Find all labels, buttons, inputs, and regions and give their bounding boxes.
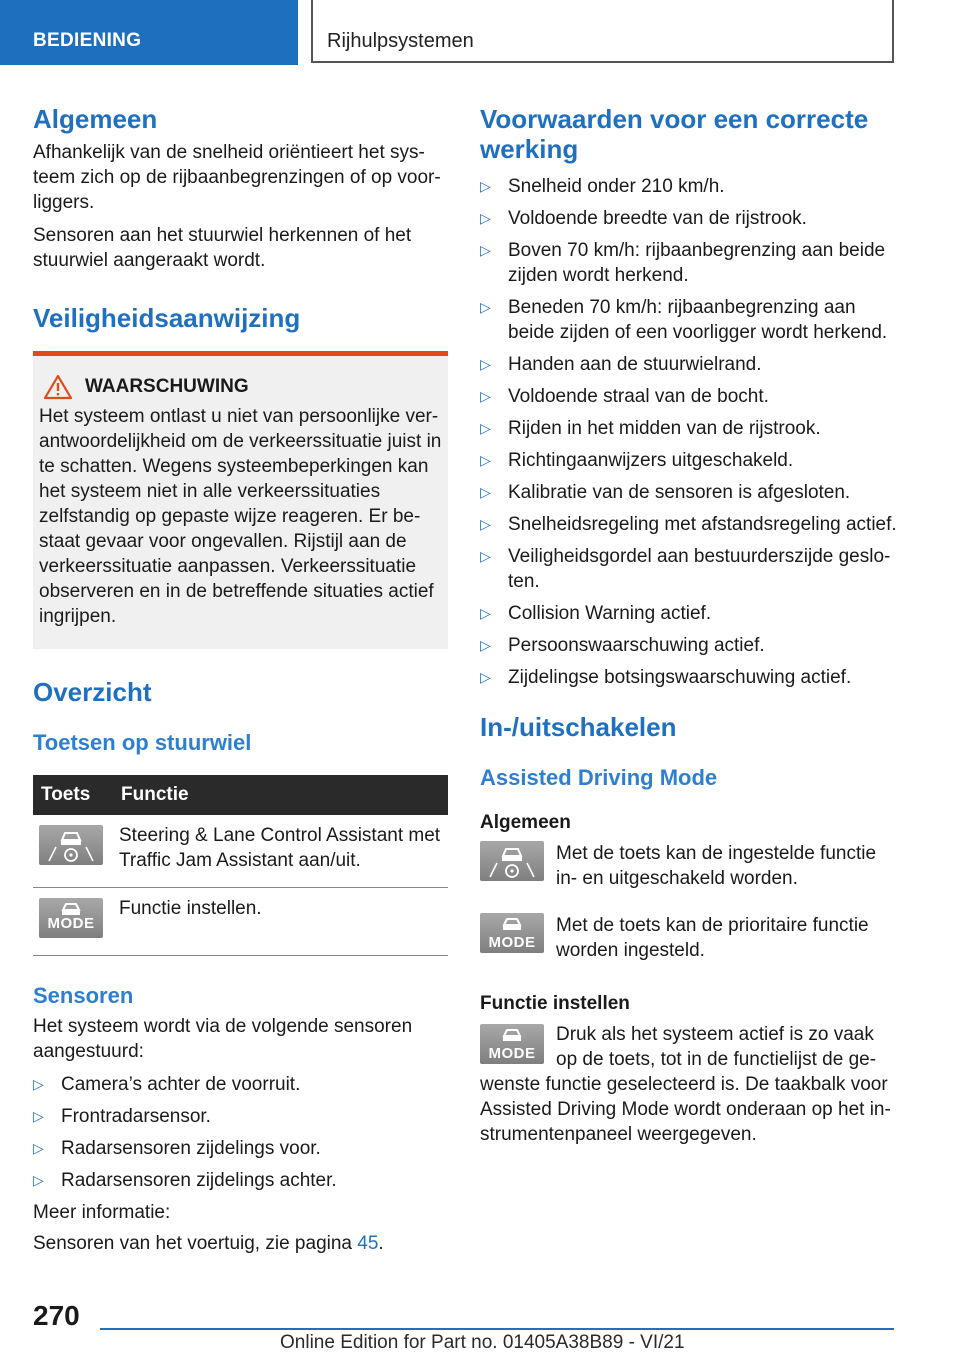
- section-tab: [0, 0, 298, 65]
- warning-text: Het systeem ontlast u niet van persoonlijke verantwoordelijkheid om de verkeerssituatie juist in te schatten. Wegens systeembeperkingen kan het systeem niet in alle verkeerssituaties zelfstandig op gepaste wijze reageren. Er bestaat gevaar voor ongevallen. Rijstijl aan de verkeerssituatie aanpassen. Verkeerssituatie observeren en in de betreffende situaties actief ingrijpen.: [39, 406, 442, 627]
- list-item: ▷ Radarsensoren zijdelings achter.: [33, 1170, 337, 1191]
- table-row: [33, 888, 448, 956]
- list-item: ▷ Rijden in het midden van de rijstrook.: [480, 418, 821, 439]
- list-item: ▷ Voldoende straal van de bocht.: [480, 386, 769, 407]
- list-item: ▷ Boven 70 km/h: rijbaanbegrenzing aan beide zijden wordt herkend.: [480, 240, 886, 286]
- heading-inuitschakelen: In-/uitschakelen: [480, 712, 677, 742]
- triangle-bullet-icon: ▷: [480, 548, 491, 564]
- algemeen-text-2: Met de toets kan de prioritaire functie worden ingesteld.: [556, 915, 869, 961]
- list-item: ▷ Snelheid onder 210 km/h.: [480, 176, 725, 197]
- algemeen-text-1: Met de toets kan de ingestelde functie in- en uitgeschakeld worden.: [556, 843, 877, 889]
- triangle-bullet-icon: ▷: [33, 1108, 44, 1124]
- paragraph-algemeen-2: Sensoren aan het stuurwiel herkennen of het stuurwiel aangeraakt wordt.: [33, 225, 412, 271]
- buttons-table: [33, 775, 448, 956]
- paragraph-algemeen-1: Afhankelijk van de snelheid oriëntieert het systeem zich op de rijbaanbegrenzingen of op voorliggers.: [33, 142, 441, 213]
- table-cell-functie: Functie instellen.: [113, 888, 448, 956]
- chapter-tab: [311, 0, 894, 63]
- table-header-functie: Functie: [113, 775, 448, 815]
- triangle-bullet-icon: ▷: [33, 1172, 44, 1188]
- algemeen-row-1: [480, 841, 898, 891]
- heading-overzicht: Overzicht: [33, 677, 152, 707]
- heading-algemeen: Algemeen: [33, 104, 158, 134]
- heading-assisted-driving-mode: Assisted Driving Mode: [480, 765, 718, 790]
- warning-title: WAARSCHUWING: [85, 376, 249, 397]
- paragraph-sensoren: Het systeem wordt via de volgende sensoren aangestuurd:: [33, 1016, 413, 1062]
- mode-button-icon: [480, 1024, 544, 1064]
- list-item: ▷ Beneden 70 km/h: rijbaanbegrenzing aan beide zijden of een voorligger wordt herkend.: [480, 297, 888, 343]
- mode-button-label: MODE: [488, 934, 536, 951]
- list-item: ▷ Collision Warning actief.: [480, 603, 712, 624]
- list-item: ▷ Snelheidsregeling met afstandsregeling actief.: [480, 514, 897, 535]
- triangle-bullet-icon: ▷: [480, 452, 491, 468]
- list-item: ▷ Handen aan de stuurwielrand.: [480, 354, 762, 375]
- page-number: 270: [33, 1300, 80, 1331]
- list-item: ▷ Radarsensoren zijdelings voor.: [33, 1138, 321, 1159]
- triangle-bullet-icon: ▷: [480, 299, 491, 315]
- triangle-bullet-icon: ▷: [480, 178, 491, 194]
- heading-voorwaarden: Voorwaarden voor een correcte werking: [480, 104, 869, 164]
- table-header-toets: Toets: [33, 775, 113, 815]
- list-item: ▷ Veiligheidsgordel aan bestuurderszijde gesloten.: [480, 546, 891, 592]
- sensor-list: [33, 1072, 448, 1193]
- list-item: ▷ Voldoende breedte van de rijstrook.: [480, 208, 807, 229]
- triangle-bullet-icon: ▷: [480, 242, 491, 258]
- list-item: ▷ Frontradarsensor.: [33, 1106, 211, 1127]
- left-column: [33, 100, 448, 1256]
- triangle-bullet-icon: ▷: [480, 210, 491, 226]
- triangle-bullet-icon: ▷: [480, 637, 491, 653]
- functie-block: [480, 1022, 898, 1147]
- list-item: ▷ Camera’s achter de voorruit.: [33, 1074, 301, 1095]
- page-reference-link[interactable]: 45: [357, 1233, 379, 1254]
- functie-text: Druk als het systeem actief is zo vaak op de toets, tot in de functielijst de gewenste functie geselecteerd is. De taakbalk voor Assisted Driving Mode wordt onderaan op het instrumentenpaneel weergegeven.: [480, 1024, 891, 1145]
- triangle-bullet-icon: ▷: [480, 669, 491, 685]
- right-column: [480, 100, 898, 1147]
- mode-button-label: MODE: [488, 1045, 536, 1062]
- subheading-algemeen: Algemeen: [480, 812, 571, 833]
- steering-assist-button-icon: [39, 825, 103, 865]
- mode-button-icon: [39, 898, 103, 938]
- heading-sensoren: Sensoren: [33, 983, 134, 1008]
- list-item: ▷ Kalibratie van de sensoren is afgesloten.: [480, 482, 851, 503]
- triangle-bullet-icon: ▷: [480, 356, 491, 372]
- triangle-bullet-icon: ▷: [33, 1076, 44, 1092]
- list-item: ▷ Zijdelingse botsingswaarschuwing actief.: [480, 667, 852, 688]
- heading-toetsen: Toetsen op stuurwiel: [33, 730, 252, 755]
- meer-informatie: Meer informatie:: [33, 1202, 171, 1223]
- table-row: [33, 815, 448, 888]
- triangle-bullet-icon: ▷: [480, 516, 491, 532]
- section-label: BEDIENING: [33, 30, 142, 51]
- list-item: ▷ Richtingaanwijzers uitgeschakeld.: [480, 450, 794, 471]
- steering-assist-button-icon: [480, 841, 544, 881]
- heading-veiligheid: Veiligheidsaanwijzing: [33, 303, 301, 333]
- mode-button-icon: [480, 913, 544, 953]
- algemeen-row-2: [480, 913, 898, 963]
- warning-box: [33, 351, 448, 649]
- chapter-label: Rijhulpsystemen: [327, 30, 474, 52]
- subheading-functie-instellen: Functie instellen: [480, 993, 630, 1014]
- edition-text: Online Edition for Part no. 01405A38B89 - VI/21: [280, 1332, 685, 1353]
- triangle-bullet-icon: ▷: [480, 484, 491, 500]
- table-cell-functie: Steering & Lane Control Assistant met Traffic Jam Assistant aan/uit.: [113, 815, 448, 888]
- triangle-bullet-icon: ▷: [480, 388, 491, 404]
- triangle-bullet-icon: ▷: [480, 605, 491, 621]
- list-item: ▷ Persoonswaarschuwing actief.: [480, 635, 765, 656]
- reference-line: Sensoren van het voertuig, zie pagina 45.: [33, 1233, 384, 1254]
- warning-icon: [43, 374, 73, 400]
- footer-divider: [100, 1328, 894, 1330]
- mode-button-label: MODE: [47, 915, 95, 932]
- conditions-list: [480, 174, 898, 690]
- triangle-bullet-icon: ▷: [33, 1140, 44, 1156]
- triangle-bullet-icon: ▷: [480, 420, 491, 436]
